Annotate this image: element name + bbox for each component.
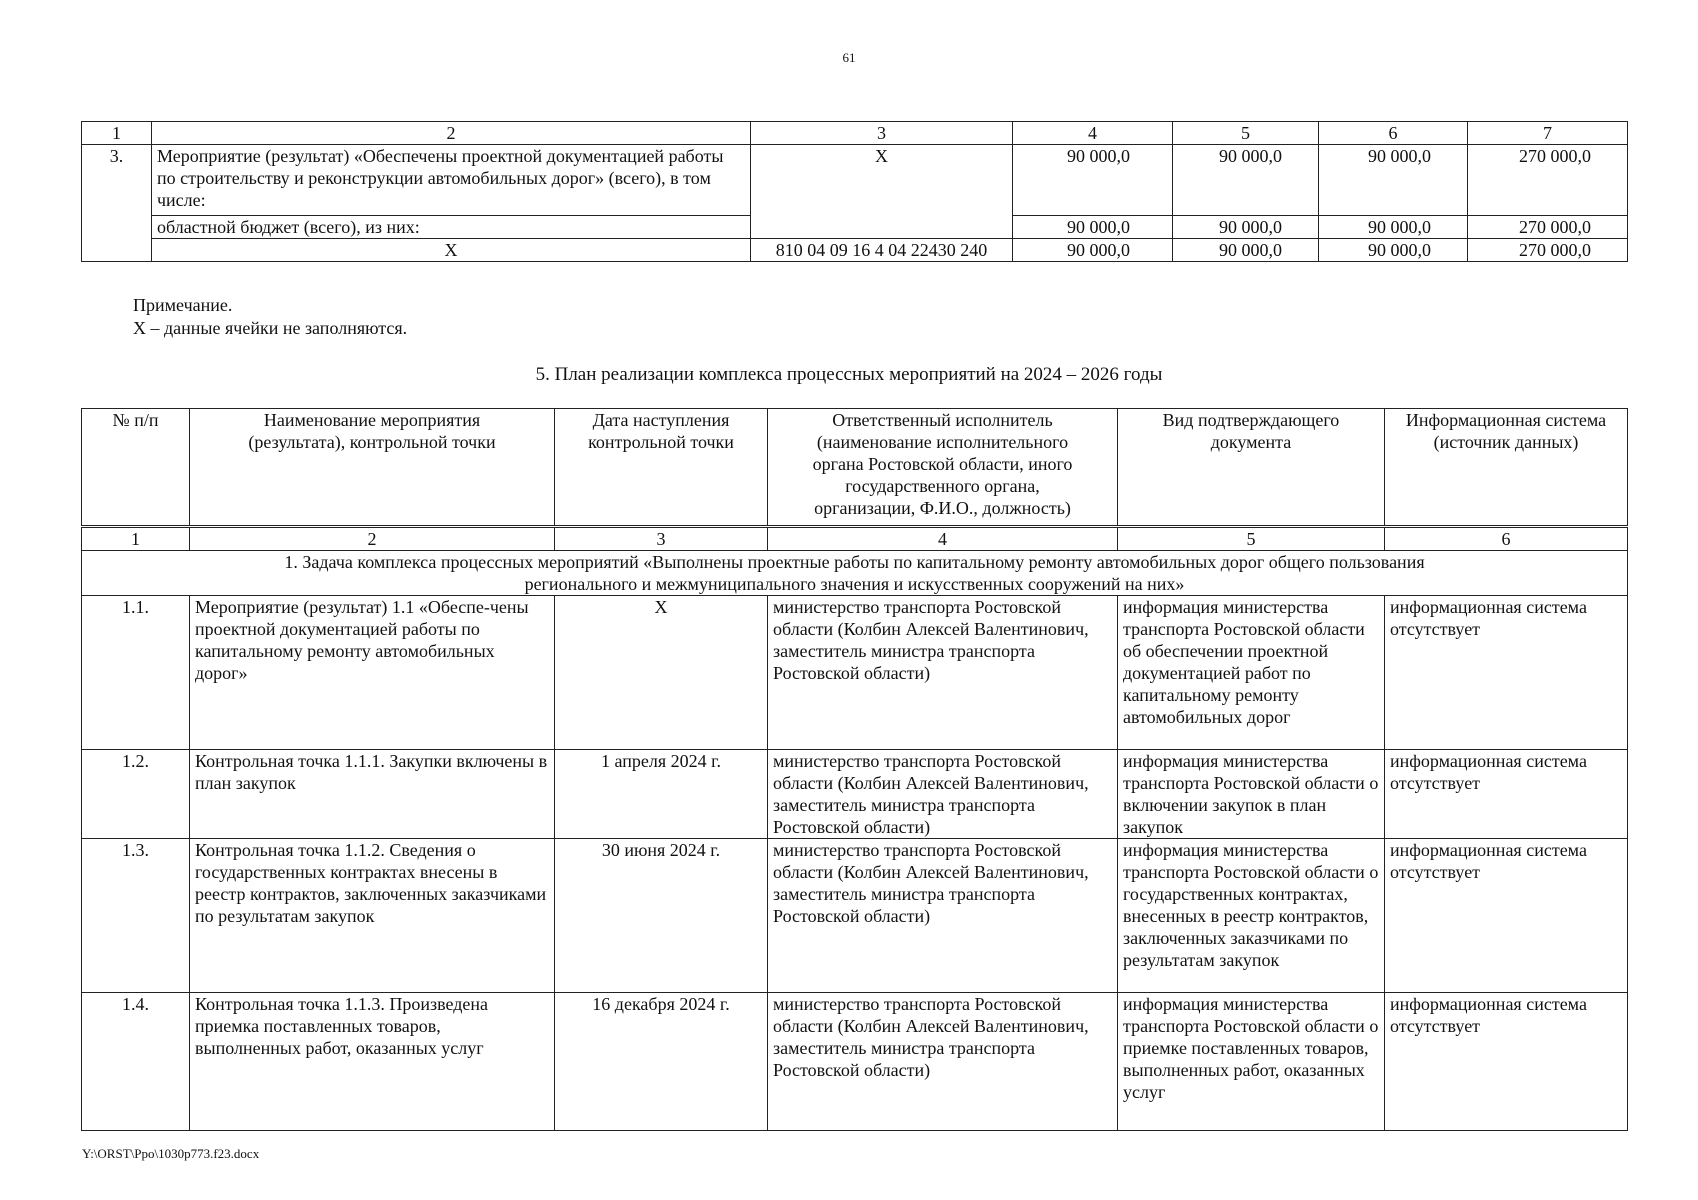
- header-cell: № п/п: [82, 409, 190, 527]
- budget-code: 810 04 09 16 4 04 22430 240: [751, 239, 1013, 262]
- information-system: информационная система отсутствует: [1385, 993, 1628, 1131]
- confirming-document: информация министерства транспорта Ростовской области о государственных контрактах, внесенных в реестр контрактов, заключенных заказчиками по результатам закупок: [1118, 839, 1385, 993]
- value-cell: 90 000,0: [1173, 239, 1319, 262]
- confirming-document: информация министерства транспорта Ростовской области об обеспечении проектной документацией работ по капитальному ремонту автомобильных дорог: [1118, 596, 1385, 750]
- table-row: [82, 239, 1628, 262]
- table-row: [82, 750, 1628, 839]
- executor: министерство транспорта Ростовской области (Колбин Алексей Валентинович, заместитель министра транспорта Ростовской области): [768, 596, 1118, 750]
- information-system: информационная система отсутствует: [1385, 839, 1628, 993]
- row-number: 1.1.: [82, 596, 190, 750]
- control-point-name: Контрольная точка 1.1.3. Произведена приемка поставленных товаров, выполненных работ, оказанных услуг: [190, 993, 555, 1131]
- budget-code: Х: [751, 145, 1013, 239]
- task-title: 1. Задача комплекса процессных мероприятий «Выполнены проектные работы по капитальному ремонту автомобильных дорог общего пользования регионального и межмуниципального значения и искусственных сооружений на них»: [82, 551, 1628, 596]
- header-cell: 5: [1173, 122, 1319, 145]
- table-row: [82, 145, 1628, 216]
- section-title: 5. План реализации комплекса процессных мероприятий на 2024 – 2026 годы: [535, 364, 1163, 385]
- file-path-footer: Y:\ORST\Ppo\1030p773.f23.docx: [82, 1146, 260, 1161]
- measure-name: Мероприятие (результат) 1.1 «Обеспе-чены проектной документацией работы по капитальному ремонту автомобильных дорог»: [190, 596, 555, 750]
- table-header-row: [82, 122, 1628, 145]
- control-date: 30 июня 2024 г.: [555, 839, 768, 993]
- control-point-name: Контрольная точка 1.1.1. Закупки включены в план закупок: [190, 750, 555, 839]
- page-number: 61: [842, 50, 856, 65]
- header-cell: 4: [1013, 122, 1173, 145]
- header-cell: Ответственный исполнитель (наименование исполнительного органа Ростовской области, иного государственного органа, организации, Ф.И.О., должность): [768, 409, 1118, 527]
- control-point-name: Контрольная точка 1.1.2. Сведения о государственных контрактах внесены в реестр контрактов, заключенных заказчиками по результатам закупок: [190, 839, 555, 993]
- row-number: 1.2.: [82, 750, 190, 839]
- value-cell: 90 000,0: [1013, 216, 1173, 239]
- row-marker: Х: [152, 239, 751, 262]
- header-cell: 6: [1319, 122, 1468, 145]
- column-number: 2: [190, 527, 555, 551]
- value-cell: 270 000,0: [1468, 145, 1628, 216]
- column-number: 4: [768, 527, 1118, 551]
- header-cell: 2: [152, 122, 751, 145]
- value-cell: 90 000,0: [1319, 145, 1468, 216]
- task-row: [82, 551, 1628, 596]
- plan-table: [81, 408, 1628, 1131]
- table-row: [82, 993, 1628, 1131]
- header-cell: Наименование мероприятия (результата), контрольной точки: [190, 409, 555, 527]
- confirming-document: информация министерства транспорта Ростовской области о включении закупок в план закупок: [1118, 750, 1385, 839]
- header-cell: Дата наступления контрольной точки: [555, 409, 768, 527]
- executor: министерство транспорта Ростовской области (Колбин Алексей Валентинович, заместитель министра транспорта Ростовской области): [768, 993, 1118, 1131]
- value-cell: 90 000,0: [1319, 239, 1468, 262]
- value-cell: 270 000,0: [1468, 239, 1628, 262]
- column-number: 5: [1118, 527, 1385, 551]
- control-date: 1 апреля 2024 г.: [555, 750, 768, 839]
- row-number: 1.3.: [82, 839, 190, 993]
- value-cell: 90 000,0: [1173, 145, 1319, 216]
- row-number: 3.: [82, 145, 152, 262]
- table-row: [82, 839, 1628, 993]
- executor: министерство транспорта Ростовской области (Колбин Алексей Валентинович, заместитель министра транспорта Ростовской области): [768, 750, 1118, 839]
- funding-table: [81, 121, 1628, 262]
- control-date: Х: [555, 596, 768, 750]
- budget-name: областной бюджет (всего), из них:: [152, 216, 751, 239]
- column-number: 3: [555, 527, 768, 551]
- value-cell: 90 000,0: [1319, 216, 1468, 239]
- control-date: 16 декабря 2024 г.: [555, 993, 768, 1131]
- table-header-row: [82, 409, 1628, 527]
- table-row: [82, 596, 1628, 750]
- information-system: информационная система отсутствует: [1385, 596, 1628, 750]
- header-cell: Информационная система (источник данных): [1385, 409, 1628, 527]
- note-text: Х – данные ячейки не заполняются.: [133, 318, 408, 338]
- value-cell: 270 000,0: [1468, 216, 1628, 239]
- measure-name: Мероприятие (результат) «Обеспечены проектной документацией работы по строительству и реконструкции автомобильных дорог» (всего), в том числе:: [152, 145, 751, 216]
- information-system: информационная система отсутствует: [1385, 750, 1628, 839]
- note-title: Примечание.: [133, 295, 233, 315]
- confirming-document: информация министерства транспорта Ростовской области о приемке поставленных товаров, выполненных работ, оказанных услуг: [1118, 993, 1385, 1131]
- value-cell: 90 000,0: [1013, 145, 1173, 216]
- value-cell: 90 000,0: [1173, 216, 1319, 239]
- header-cell: 7: [1468, 122, 1628, 145]
- column-number: 1: [82, 527, 190, 551]
- column-number: 6: [1385, 527, 1628, 551]
- row-number: 1.4.: [82, 993, 190, 1131]
- header-cell: 1: [82, 122, 152, 145]
- header-cell: Вид подтверждающего документа: [1118, 409, 1385, 527]
- header-cell: 3: [751, 122, 1013, 145]
- column-number-row: [82, 527, 1628, 551]
- executor: министерство транспорта Ростовской области (Колбин Алексей Валентинович, заместитель министра транспорта Ростовской области): [768, 839, 1118, 993]
- value-cell: 90 000,0: [1013, 239, 1173, 262]
